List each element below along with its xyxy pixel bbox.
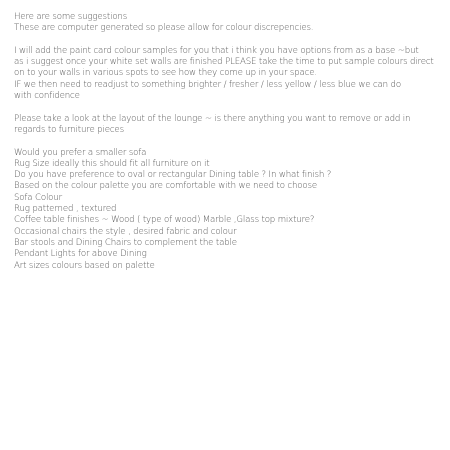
text-line: regards to furniture pieces	[14, 124, 124, 135]
text-line: on to your walls in various spots to see how they come up in your space.	[14, 68, 317, 79]
list-item: Bar stools and Dining Chairs to complement the table	[14, 237, 237, 248]
list-item: Do you have preference to oval or rectangular Dining table ? In what finish ?	[14, 170, 332, 181]
text-line: with confidence	[14, 91, 80, 102]
text-line: as i suggest once your white set walls are finished PLEASE take the time to put sample colours direct	[14, 57, 434, 68]
list-item: Pendant Lights for above Dining	[14, 249, 147, 260]
list-item: Rug patterned , textured	[14, 204, 117, 215]
text-line: IF we then need to readjust to something brighter / fresher / less yellow / less blue we can do	[14, 79, 401, 90]
intro-paragraph	[14, 12, 444, 35]
list-item: Based on the colour palette you are comfortable with we need to choose	[14, 181, 317, 192]
text-line: I will add the paint card colour samples for you that i think you have options from as a base ~but	[14, 45, 419, 56]
list-item: Occasional chairs the style , desired fabric and colour	[14, 226, 237, 237]
text-line: These are computer generated so please allow for colour discrepencies.	[14, 23, 314, 34]
list-item: Art sizes colours based on palette	[14, 260, 155, 271]
paint-samples-paragraph	[14, 46, 444, 102]
layout-paragraph	[14, 114, 444, 137]
text-line: Please take a look at the layout of the lounge ~ is there anything you want to remove or add in	[14, 113, 411, 124]
text-line: Here are some suggestions	[14, 12, 128, 22]
list-item: Would you prefer a smaller sofa	[14, 147, 147, 158]
list-item: Coffee table finishes ~ Wood ( type of wood) Marble ,Glass top mixture?	[14, 215, 315, 226]
questions-list	[14, 148, 444, 272]
list-item: Rug Size ideally this should fit all furniture on it	[14, 158, 210, 169]
list-item: Sofa Colour	[14, 192, 62, 203]
